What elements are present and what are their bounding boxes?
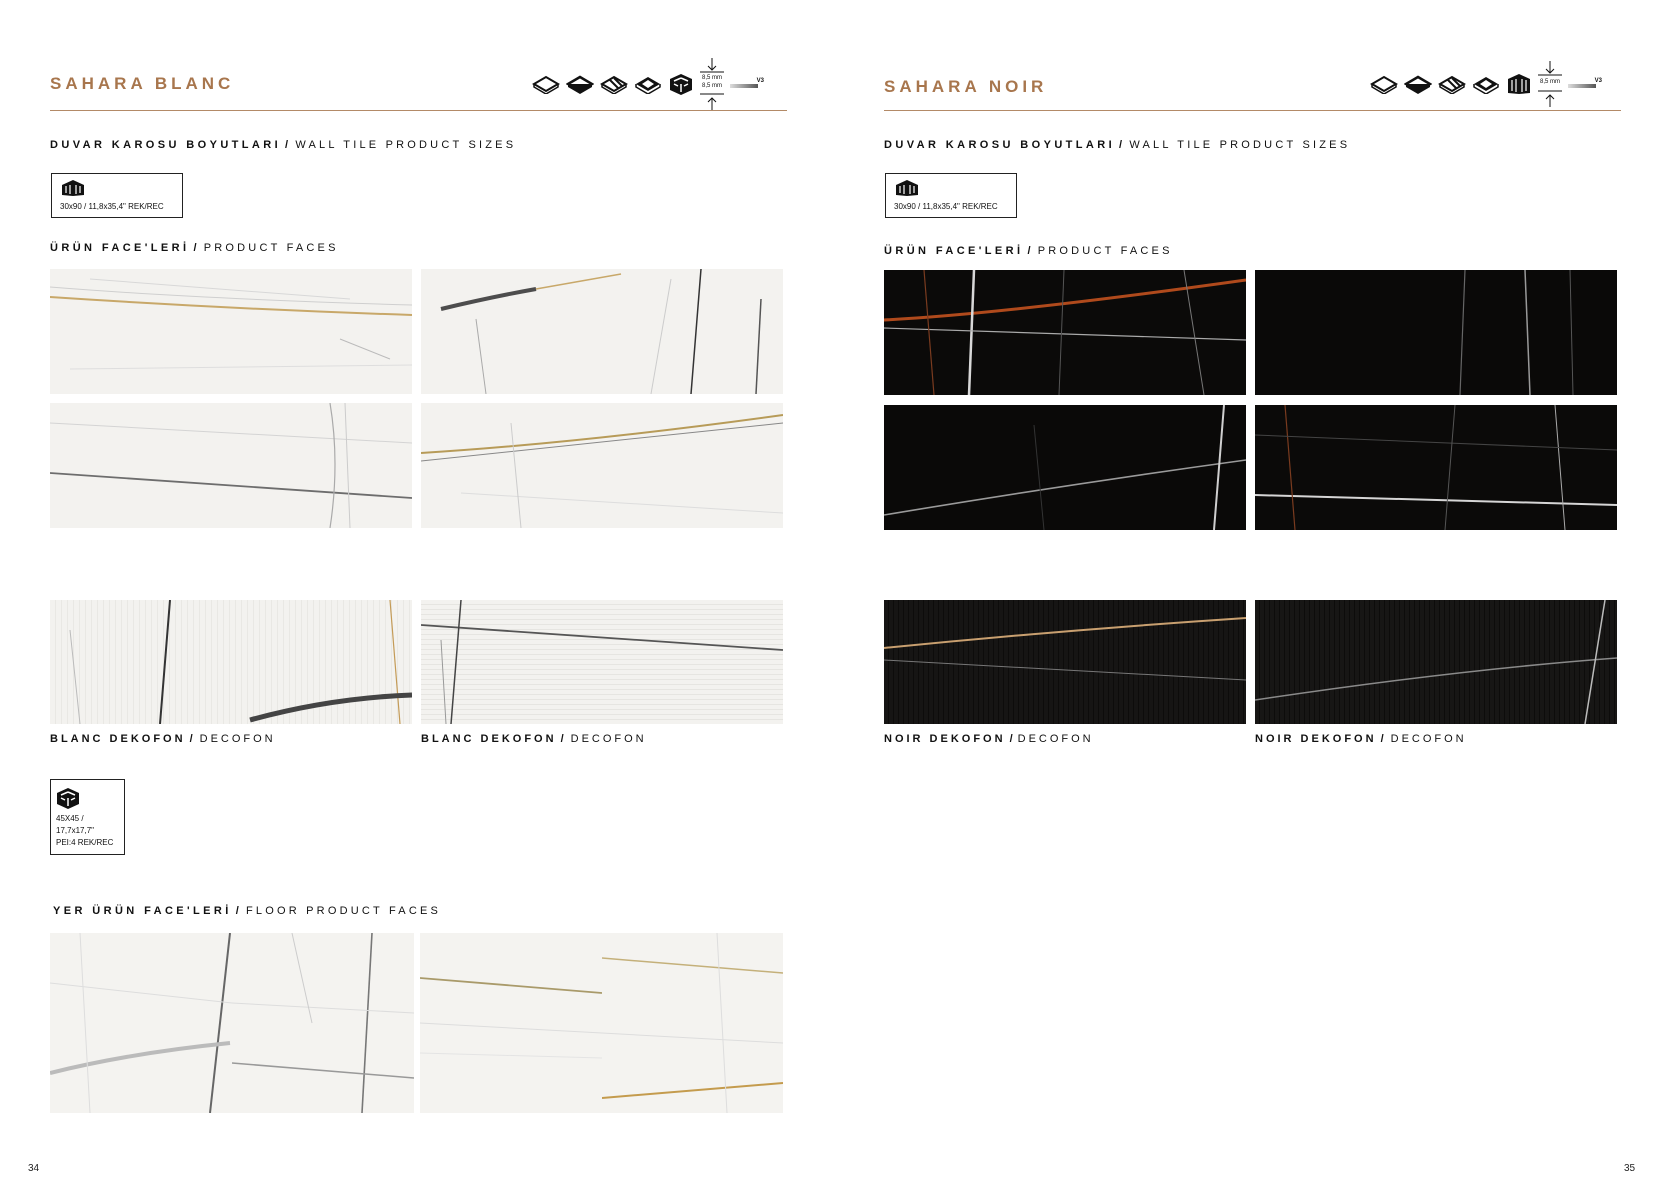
tile-outline-icon bbox=[1404, 74, 1432, 94]
right-wall-size-box bbox=[885, 173, 1017, 218]
wall-tile-icon bbox=[894, 179, 920, 197]
wall-size-text: 30x90 / 11,8x35,4" REK/REC bbox=[894, 202, 998, 211]
faces-en: PRODUCT FACES bbox=[203, 242, 339, 254]
blanc-decofon-caption-2: BLANC DEKOFON / DECOFON bbox=[421, 733, 647, 745]
thickness-icon bbox=[1538, 61, 1562, 107]
noir-decofon-2 bbox=[1255, 600, 1617, 724]
decofon-2-en: DECOFON bbox=[1390, 733, 1467, 745]
blanc-face-2 bbox=[421, 269, 783, 394]
blanc-face-4 bbox=[421, 403, 783, 528]
blanc-decofon-2 bbox=[421, 600, 783, 724]
floor-size-line1: 45X45 / bbox=[56, 814, 84, 823]
floor-faces-heading: YER ÜRÜN FACE'LERİ / FLOOR PRODUCT FACES bbox=[53, 905, 442, 917]
tile-pattern-icon bbox=[634, 74, 662, 94]
noir-decofon-caption-2: NOIR DEKOFON / DECOFON bbox=[1255, 733, 1467, 745]
noir-face-4 bbox=[1255, 405, 1617, 530]
floor-face-1 bbox=[50, 933, 232, 1113]
floor-size-box bbox=[50, 779, 125, 855]
shade-variation-label: V3 bbox=[1594, 78, 1602, 84]
left-wall-sizes-heading: DUVAR KAROSU BOYUTLARI / WALL TILE PRODUCT SIZES bbox=[50, 139, 517, 151]
tile-flat-icon bbox=[532, 74, 560, 94]
wall-sizes-en: WALL TILE PRODUCT SIZES bbox=[1129, 139, 1351, 151]
tile-flat-icon bbox=[1370, 74, 1398, 94]
decofon-2-tr: BLANC DEKOFON bbox=[421, 733, 557, 745]
tile-texture-icon bbox=[600, 74, 628, 94]
blanc-decofon-caption-1: BLANC DEKOFON / DECOFON bbox=[50, 733, 276, 745]
left-page-number: 34 bbox=[28, 1163, 40, 1174]
blanc-decofon-1 bbox=[50, 600, 412, 724]
noir-decofon-1 bbox=[884, 600, 1246, 724]
floor-tile-icon bbox=[55, 786, 81, 810]
faces-tr: ÜRÜN FACE'LERİ bbox=[50, 242, 190, 254]
shade-variation-icon bbox=[730, 74, 764, 94]
shade-variation-icon bbox=[1568, 74, 1602, 94]
decofon-2-en: DECOFON bbox=[570, 733, 647, 745]
noir-face-3 bbox=[884, 405, 1246, 530]
left-faces-heading: ÜRÜN FACE'LERİ / PRODUCT FACES bbox=[50, 242, 339, 254]
thickness-value: 8,5 mm bbox=[1540, 79, 1561, 85]
floor-size-line2: 17,7x17,7" bbox=[56, 826, 94, 835]
wall-sizes-tr: DUVAR KAROSU BOYUTLARI bbox=[50, 139, 282, 151]
noir-face-2 bbox=[1255, 270, 1617, 395]
thickness-value-2: 8,5 mm bbox=[702, 83, 723, 89]
noir-decofon-caption-1: NOIR DEKOFON / DECOFON bbox=[884, 733, 1094, 745]
floor-faces-tr: YER ÜRÜN FACE'LERİ bbox=[53, 905, 232, 917]
left-wall-size-box bbox=[51, 173, 183, 218]
wall-sizes-en: WALL TILE PRODUCT SIZES bbox=[295, 139, 517, 151]
floor-face-2 bbox=[232, 933, 414, 1113]
left-page-title: SAHARA BLANC bbox=[50, 74, 235, 93]
right-page-title: SAHARA NOIR bbox=[884, 77, 1048, 96]
right-faces-heading: ÜRÜN FACE'LERİ / PRODUCT FACES bbox=[884, 245, 1173, 257]
decofon-1-en: DECOFON bbox=[199, 733, 276, 745]
noir-face-1 bbox=[884, 270, 1246, 395]
left-icon-row bbox=[532, 58, 764, 110]
decofon-1-en: DECOFON bbox=[1017, 733, 1094, 745]
right-icon-row bbox=[1370, 61, 1602, 107]
faces-en: PRODUCT FACES bbox=[1037, 245, 1173, 257]
wall-tile-icon bbox=[1506, 73, 1532, 95]
thickness-icon bbox=[700, 58, 724, 110]
right-title-rule bbox=[884, 110, 1621, 111]
decofon-1-tr: NOIR DEKOFON bbox=[884, 733, 1006, 745]
floor-faces-en: FLOOR PRODUCT FACES bbox=[245, 905, 442, 917]
floor-face-3 bbox=[420, 933, 602, 1113]
faces-tr: ÜRÜN FACE'LERİ bbox=[884, 245, 1024, 257]
wall-size-text: 30x90 / 11,8x35,4" REK/REC bbox=[60, 202, 164, 211]
floor-face-4 bbox=[602, 933, 783, 1113]
right-page-number: 35 bbox=[1624, 1163, 1636, 1174]
tile-cube-icon bbox=[668, 72, 694, 96]
floor-size-line3: PEI:4 REK/REC bbox=[56, 838, 114, 847]
left-title-rule bbox=[50, 110, 787, 111]
wall-sizes-tr: DUVAR KAROSU BOYUTLARI bbox=[884, 139, 1116, 151]
decofon-1-tr: BLANC DEKOFON bbox=[50, 733, 186, 745]
shade-variation-label: V3 bbox=[756, 78, 764, 84]
tile-texture-icon bbox=[1438, 74, 1466, 94]
tile-pattern-icon bbox=[1472, 74, 1500, 94]
thickness-value: 8,5 mm bbox=[702, 75, 723, 81]
decofon-2-tr: NOIR DEKOFON bbox=[1255, 733, 1377, 745]
right-wall-sizes-heading: DUVAR KAROSU BOYUTLARI / WALL TILE PRODUCT SIZES bbox=[884, 139, 1351, 151]
blanc-face-1 bbox=[50, 269, 412, 394]
blanc-face-3 bbox=[50, 403, 412, 528]
wall-tile-icon bbox=[60, 179, 86, 197]
tile-outline-icon bbox=[566, 74, 594, 94]
